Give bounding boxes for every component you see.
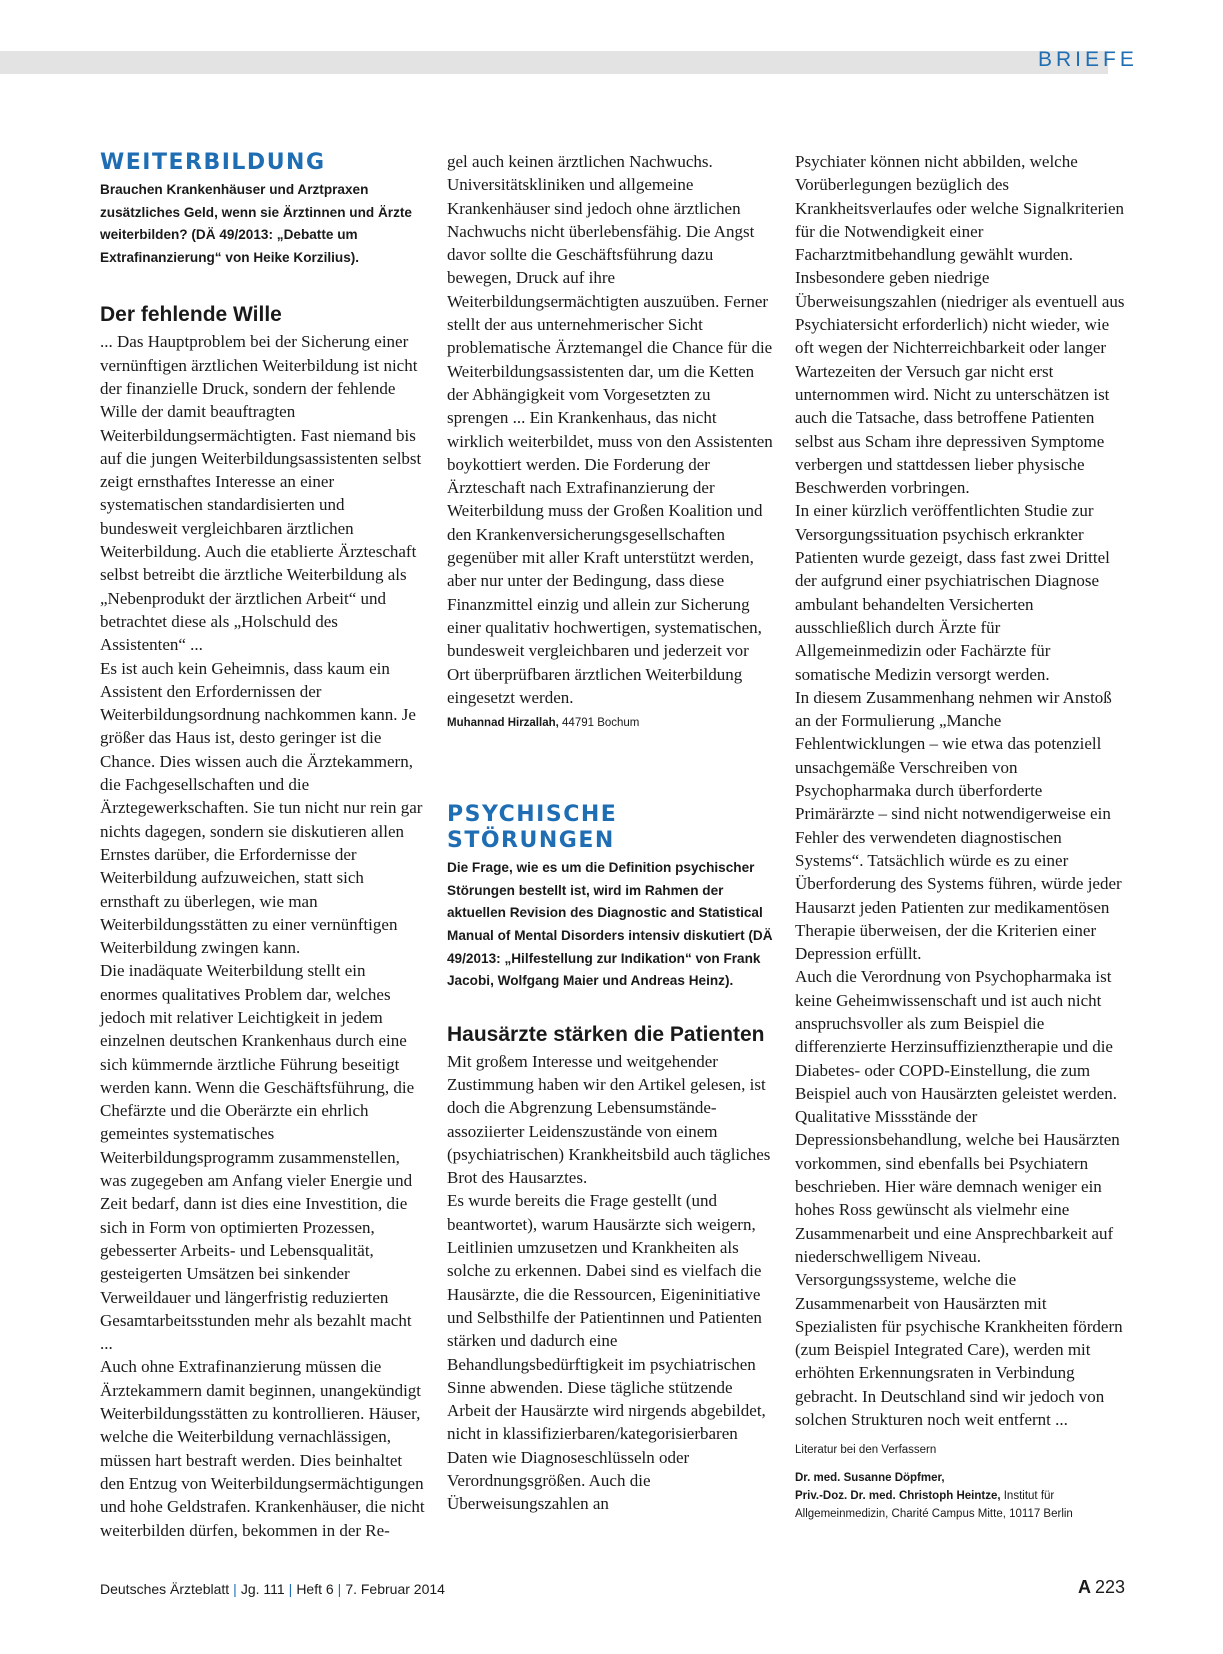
page-number-value: 223: [1095, 1577, 1126, 1597]
paragraph: Auch die Verordnung von Psychopharmaka ist keine Geheimwissenschaft und ist auch nicht anspruchsvoller als zum Beispiel die differenzierte Herzinsuffizienztherapie und die Diabetes- oder COPD-Einstellung, die zum Beispiel auch von Hausärzten geleistet werden.: [795, 967, 1117, 1103]
article2-heading: Hausärzte stärken die Patienten: [447, 1022, 765, 1046]
journal-date: 7. Februar 2014: [345, 1581, 445, 1597]
journal-name: Deutsches Ärzteblatt: [100, 1581, 230, 1597]
article2-lead: Die Frage, wie es um die Definition psychischer Störungen bestellt ist, wird im Rahmen der aktuellen Revision des Diagnostic and Statistical Manual of Mental Disorders intensiv diskutiert (DÄ 49/2013: „Hilfestellung zur Indikation“ von Frank Jacobi, Wolfgang Maier und Andreas Heinz).: [447, 860, 773, 989]
article1-heading: Der fehlende Wille: [100, 303, 282, 327]
topic-title-psychische-stoerungen: PSYCHISCHE STÖRUNGEN: [447, 802, 618, 854]
paragraph: In diesem Zusammenhang nehmen wir Anstoß an der Formulierung „Manche Fehlentwicklungen – wie etwa das potenziell unsachgemäße Verschreiben von Psychopharmaka durch überforderte Primärärzte – sind nicht notwendigerweise ein Fehler des verwendeten diagnostischen Systems“. Tatsächlich würde es zu einer Überforderung des Systems führen, würde jeder Hausarzt jeden Patienten zur medikamentösen Therapie überweisen, der die Kriterien einer Depression erfüllt.: [795, 687, 1122, 964]
author-name: Dr. med. Susanne Döpfmer,: [795, 1472, 945, 1485]
author-institution: Institut für Allgemeinmedizin, Charité Campus Mitte, 10117 Berlin: [795, 1490, 1073, 1521]
literature-note: Literatur bei den Verfassern: [795, 1444, 937, 1457]
article1-body-col1: [100, 330, 426, 1541]
header-bar: [0, 51, 1108, 74]
article1-signature: [447, 714, 775, 732]
article1-body-col2: [447, 150, 775, 709]
column-2: [447, 150, 775, 1516]
paragraph: Die inadäquate Weiterbildung stellt ein enormes qualitatives Problem dar, welches jedoch mit relativer Leichtigkeit in jedem einzelnen deutschen Krankenhaus durch eine sich kümmernde ärztliche Führung beseitigt werden kann. Wenn die Geschäftsführung, die Chefärzte und die Oberärzte ein ehrlich gemeintes systematisches Weiterbildungsprogramm zusammenstellen, was zugegeben am Anfang vieler Energie und Zeit bedarf, dann ist dies eine Investition, die sich in Form von optimierten Prozessen, gebesserter Arbeits- und Lebensqualität, gesteigerten Umsätzen bei sinkender Verweildauer und längerfristig reduzierten Gesamtarbeitsstunden mehr als bezahlt macht ...: [100, 961, 415, 1354]
page-prefix: A: [1078, 1577, 1091, 1597]
paragraph: ... Das Hauptproblem bei der Sicherung einer vernünftigen ärztlichen Weiterbildung ist nicht der finanzielle Druck, sondern der fehlende Wille der damit beauftragten Weiterbildungsermächtigten. Fast niemand bis auf die jungen Weiterbildungsassistenten selbst zeigt ernsthaftes Interesse an einer systematischen standardisierten und bundesweit vergleichbaren ärztlichen Weiterbildung. Auch die etablierte Ärzteschaft selbst betreibt die ärztliche Weiterbildung als „Nebenprodukt der ärztlichen Arbeit“ und betrachtet diese als „Holschuld des Assistenten“ ...: [100, 332, 422, 655]
article2-body-col2: [447, 1050, 775, 1516]
footer-citation: [100, 1581, 445, 1597]
topic-title-weiterbildung: WEITERBILDUNG: [100, 150, 326, 175]
article2-signature: [795, 1469, 1125, 1523]
paragraph: Auch ohne Extrafinanzierung müssen die Ärztekammern damit beginnen, unangekündigt Weiterbildungsstätten zu kontrollieren. Häuser, welche die Weiterbildung vernachlässigen, müssen hart bestraft werden. Dies beinhaltet den Entzug von Weiterbildungsermächtigungen und hohe Geldstrafen. Krankenhäuser, die nicht weiterbilden dürfen, bekommen in der Re-: [100, 1357, 425, 1540]
footer-separator: |: [233, 1581, 237, 1597]
paragraph: Versorgungssysteme, welche die Zusammenarbeit von Hausärzten mit Spezialisten für psychische Krankheiten fördern (zum Beispiel Integrated Care), werden mit erhöhten Erkennungsraten in Verbindung gebracht. In Deutschland sind wir jedoch von solchen Strukturen noch weit entfernt ...: [795, 1270, 1123, 1430]
page-number: [1078, 1577, 1125, 1598]
paragraph: In einer kürzlich veröffentlichten Studie zur Versorgungssituation psychisch erkrankter Patienten wurde gezeigt, dass fast zwei Drittel der aufgrund einer psychiatrischen Diagnose ambulant behandelten Versicherten ausschließlich durch Ärzte für Allgemeinmedizin oder Fachärzte für somatische Medizin versorgt werden.: [795, 501, 1110, 684]
journal-issue: Heft 6: [296, 1581, 334, 1597]
journal-volume: Jg. 111: [240, 1581, 285, 1597]
paragraph: gel auch keinen ärztlichen Nachwuchs. Universitätskliniken und allgemeine Krankenhäuser sind jedoch ohne ärztlichen Nachwuchs nicht überlebensfähig. Die Angst davor sollte die Geschäftsführung dazu bewegen, Druck auf ihre Weiterbildungsermächtigten auszuüben. Ferner stellt der aus unternehmerischer Sicht problematische Ärztemangel die Chance für die Weiterbildungsassistenten dar, um die Ketten der Abhängigkeit vom Vorgesetzten zu sprengen ... Ein Krankenhaus, das nicht wirklich weiterbildet, muss von den Assistenten boykottiert werden. Die Forderung der Ärzteschaft nach Extrafinanzierung der Weiterbildung muss der Großen Koalition und den Krankenversicherungsgesellschaften gegenüber mit aller Kraft unterstützt werden, aber nur unter der Bedingung, dass diese Finanzmittel einzig und allein zur Sicherung einer qualitativ hochwertigen, systematischen, bundesweit vergleichbaren und jederzeit vor Ort überprüfbaren ärztlichen Weiterbildung eingesetzt werden.: [447, 152, 773, 707]
paragraph: Qualitative Missstände der Depressionsbehandlung, welche bei Hausärzten vorkommen, sind ebenfalls bei Psychiatern beschrieben. Hier wäre demnach weniger ein hohes Ross gewünscht als vielmehr eine Zusammenarbeit und eine Ansprechbarkeit auf niederschwelligem Niveau.: [795, 1107, 1120, 1266]
article1-lead: Brauchen Krankenhäuser und Arztpraxen zusätzliches Geld, wenn sie Ärztinnen und Ärzte weiterbilden? (DÄ 49/2013: „Debatte um Extrafinanzierung“ von Heike Korzilius).: [100, 182, 412, 265]
article2-body-col3: [795, 150, 1125, 1431]
paragraph: Es wurde bereits die Frage gestellt (und beantwortet), warum Hausärzte sich weigern, Leitlinien umzusetzen und Krankheiten als solche zu erkennen. Dabei sind es vielfach die Hausärzte, die die Ressourcen, Eigeninitiative und Selbsthilfe der Patientinnen und Patienten stärken und dadurch eine Behandlungsbedürftigkeit im psychiatrischen Sinne abwenden. Diese tägliche stützende Arbeit der Hausärzte wird nirgends abgebildet, nicht in klassifizierbaren/kategorisierbaren Daten wie Diagnoseschlüsseln oder Verordnungsgrößen. Auch die Überweisungszahlen an: [447, 1191, 766, 1514]
paragraph: Es ist auch kein Geheimnis, dass kaum ein Assistent den Erfordernissen der Weiterbildungsordnung nachkommen kann. Je größer das Haus ist, desto geringer ist die Chance. Dies wissen auch die Ärztekammern, die Fachgesellschaften und die Ärztegewerkschaften. Sie tun nicht nur rein gar nichts dagegen, sondern sie diskutieren allen Ernstes darüber, die Erfordernisse der Weiterbildung aufzuweichen, statt sich ernsthaft zu überlegen, wie man Weiterbildungsstätten zu einer vernünftigen Weiterbildung zwingen kann.: [100, 658, 423, 958]
column-3: [795, 150, 1125, 1523]
author-name: Priv.-Doz. Dr. med. Christoph Heintze,: [795, 1490, 1001, 1503]
section-label: BRIEFE: [1038, 48, 1138, 71]
paragraph: Psychiater können nicht abbilden, welche Vorüberlegungen bezüglich des Krankheitsverlaufes oder welche Signalkriterien für die Notwendigkeit einer Facharztmitbehandlung gewählt wurden. Insbesondere geben niedrige Überweisungszahlen (niedriger als eventuell aus Psychiatersicht erforderlich) nicht wieder, wie oft wegen der Nichterreichbarkeit oder langer Wartezeiten der Versuch gar nicht erst unternommen wird. Nicht zu unterschätzen ist auch die Tatsache, dass betroffene Patienten selbst aus Scham ihre depressiven Symptome verbergen und stattdessen lieber physische Beschwerden vorbringen.: [795, 152, 1125, 498]
paragraph: Mit großem Interesse und weitgehender Zustimmung haben wir den Artikel gelesen, ist doch die Abgrenzung Lebensumstände-assoziierter Leidenszustände von einem (psychiatrischen) Krankheitsbild auch tägliches Brot des Hausarztes.: [447, 1051, 771, 1188]
author-place: 44791 Bochum: [558, 717, 640, 730]
column-1: [100, 150, 426, 1542]
footer-separator: |: [288, 1581, 293, 1597]
author-name: Muhannad Hirzallah,: [447, 717, 559, 730]
footer-separator: |: [337, 1581, 342, 1597]
